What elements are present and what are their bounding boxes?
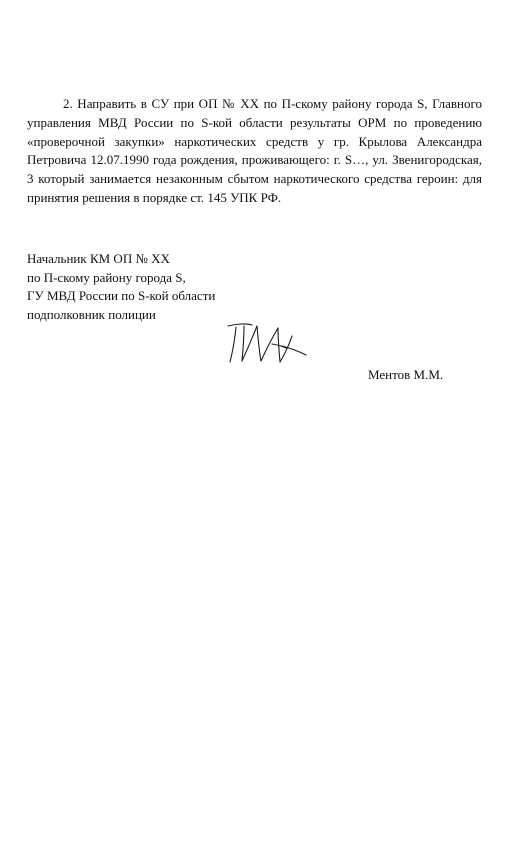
signer-position-line-2: по П-скому району города S, [27,269,186,285]
signer-rank-line: подполковник полиции [27,306,156,322]
paragraph-item-2: 2. Направить в СУ при ОП № XX по П-скому району города S, Главного управления МВД России по S-кой области результаты ОРМ по проведению «проверочной закупки» наркотических средств у гр. Крылова Александра Петровича 12.07.1990 года рождения, проживающего: г. S…, ул. Звенигородская, 3 который занимается незаконным сбытом наркотического средства героин: для принятия решения в порядке ст. 145 УПК РФ. [27,96,482,205]
handwritten-signature [222,318,308,368]
signer-position-line-1: Начальник КМ ОП № XX [27,251,170,266]
signer-name: Ментов М.М. [368,367,444,382]
signature-title-block [27,250,215,324]
signer-position-line-3: ГУ МВД России по S-кой области [27,288,216,303]
